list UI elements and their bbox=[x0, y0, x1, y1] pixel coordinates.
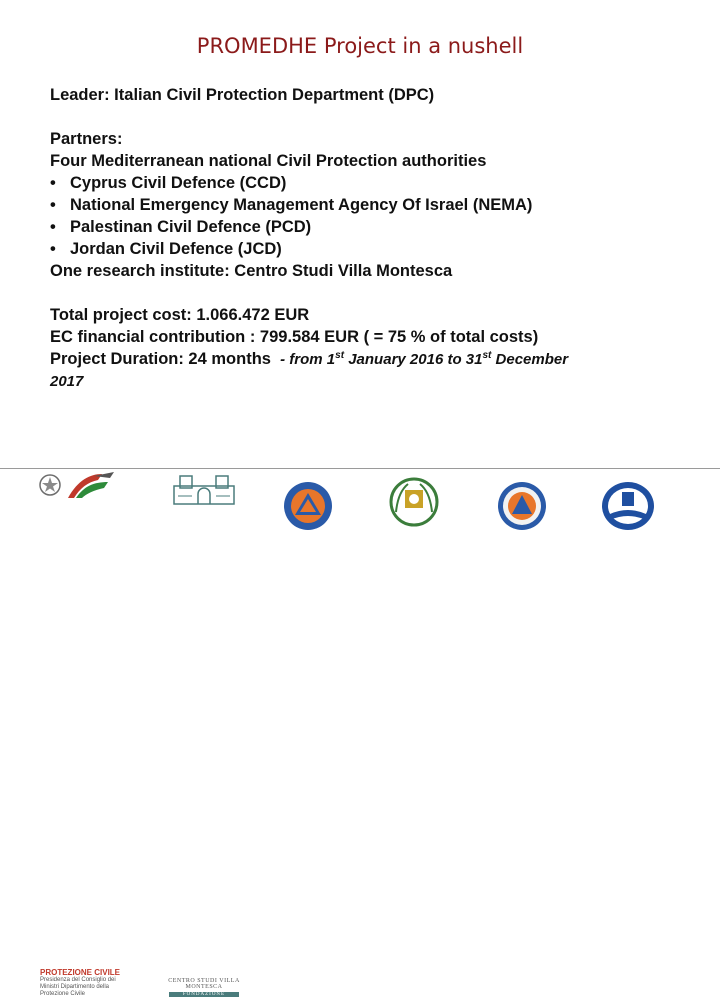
jordan-civil-defence-emblem-icon bbox=[496, 476, 548, 536]
bullet-glyph: • bbox=[50, 240, 56, 258]
list-item bbox=[50, 216, 710, 238]
list-item bbox=[50, 194, 710, 216]
research-institute-line: One research institute: Centro Studi Villa Montesca bbox=[50, 262, 453, 280]
bullet-glyph: • bbox=[50, 196, 56, 214]
total-cost-line: Total project cost: 1.066.472 EUR bbox=[50, 306, 310, 324]
list-item bbox=[50, 172, 710, 194]
protezione-civile-logo-icon bbox=[64, 470, 118, 500]
italian-republic-emblem-icon bbox=[38, 472, 62, 498]
duration-line bbox=[50, 348, 710, 371]
footer-divider bbox=[0, 468, 720, 469]
partner-logos bbox=[0, 470, 720, 997]
duration-detail: - from 1st January 2016 to 31st December bbox=[280, 350, 569, 368]
ec-contribution-line: EC financial contribution : 799.584 EUR ( = 75 % of total costs) bbox=[50, 328, 539, 346]
partner-name: National Emergency Management Agency Of Israel (NEMA) bbox=[70, 196, 533, 214]
palestinian-civil-defence-emblem-icon bbox=[388, 472, 440, 532]
partner-name: Palestinan Civil Defence (PCD) bbox=[70, 218, 312, 236]
protezione-civile-caption: PROTEZIONE CIVILE Presidenza del Consiglio dei Ministri Dipartimento della Protezione Civile bbox=[40, 968, 121, 997]
leader-line: Leader: Italian Civil Protection Department (DPC) bbox=[50, 86, 435, 104]
israel-nema-emblem-icon bbox=[600, 476, 656, 536]
bullet-glyph: • bbox=[50, 218, 56, 236]
partner-name: Cyprus Civil Defence (CCD) bbox=[70, 174, 287, 192]
duration-label: Project Duration: 24 months bbox=[50, 350, 271, 368]
cyprus-civil-defence-emblem-icon bbox=[282, 476, 334, 536]
page-title: PROMEDHE Project in a nushell bbox=[196, 34, 524, 58]
villa-montesca-caption: CENTRO STUDI VILLA MONTESCA FONDAZIONE bbox=[168, 978, 240, 997]
list-item bbox=[50, 238, 710, 260]
villa-montesca-building-icon bbox=[170, 474, 238, 506]
duration-year: 2017 bbox=[50, 373, 84, 390]
partners-heading: Partners: bbox=[50, 130, 123, 148]
partners-intro: Four Mediterranean national Civil Protection authorities bbox=[50, 152, 487, 170]
bullet-glyph: • bbox=[50, 174, 56, 192]
project-summary bbox=[50, 84, 710, 393]
partner-name: Jordan Civil Defence (JCD) bbox=[70, 240, 282, 258]
